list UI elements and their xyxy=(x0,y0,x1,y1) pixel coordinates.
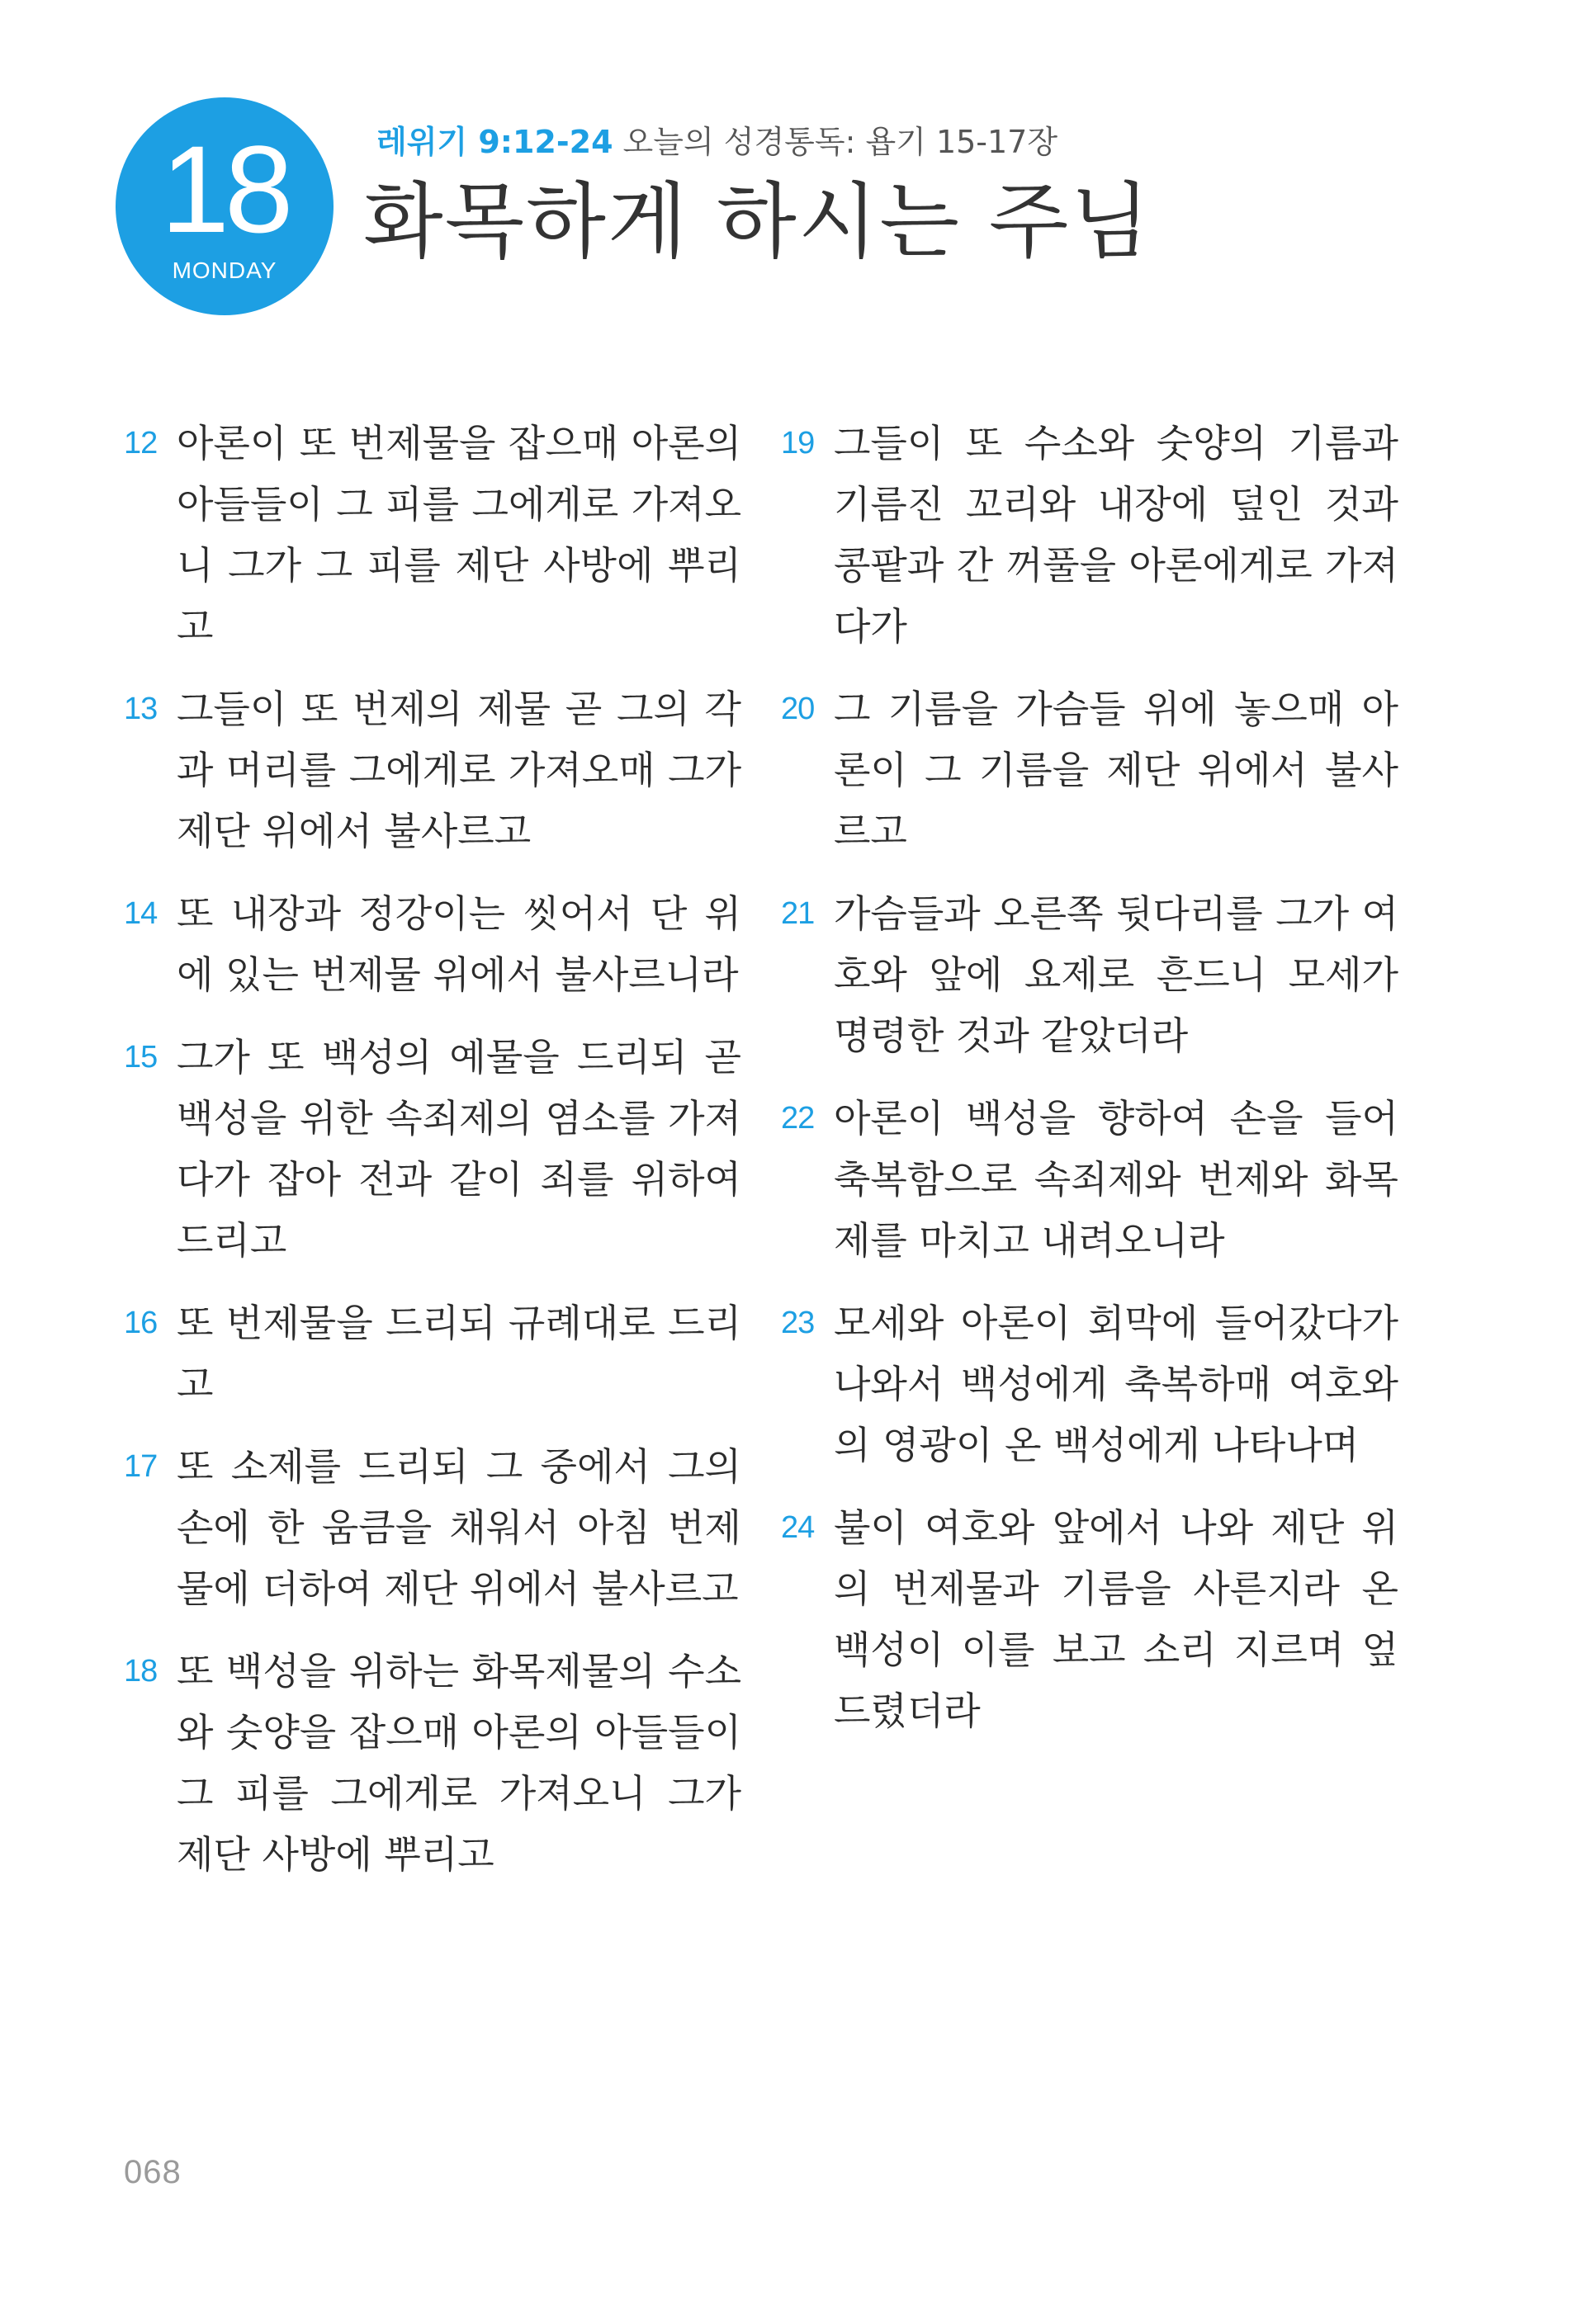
verse-number: 17 xyxy=(124,1449,158,1484)
scripture-line xyxy=(376,122,1057,162)
verse-number: 12 xyxy=(124,426,158,461)
verse xyxy=(124,883,741,1005)
reading-plan: 오늘의 성경통독: 욥기 15-17장 xyxy=(622,124,1058,160)
verse-text: 모세와 아론이 회막에 들어갔다가 나와서 백성에게 축복하매 여호와의 영광이 온 백성에게 나타나며 xyxy=(834,1301,1398,1467)
verse-text: 또 소제를 드리되 그 중에서 그의 손에 한 움큼을 채워서 아침 번제물에 더하여 제단 위에서 불사르고 xyxy=(177,1444,741,1611)
verse-column-left xyxy=(124,413,741,1906)
verse xyxy=(781,678,1398,862)
verse xyxy=(124,1027,741,1271)
verse xyxy=(781,1292,1398,1476)
verse-number: 21 xyxy=(781,896,815,931)
verse-number: 20 xyxy=(781,692,815,726)
verse-number: 23 xyxy=(781,1306,815,1340)
verse-text: 그가 또 백성의 예물을 드리되 곧 백성을 위한 속죄제의 염소를 가져다가 잡아 전과 같이 죄를 위하여 드리고 xyxy=(177,1035,741,1263)
verse-number: 22 xyxy=(781,1101,815,1136)
scripture-reference: 레위기 9:12-24 xyxy=(376,124,613,160)
verse xyxy=(124,1641,741,1885)
verse-number: 18 xyxy=(124,1654,158,1689)
verse-text: 가슴들과 오른쪽 뒷다리를 그가 여호와 앞에 요제로 흔드니 모세가 명령한 것과 같았더라 xyxy=(834,891,1398,1058)
verse xyxy=(124,1436,741,1619)
page-number: 068 xyxy=(124,2154,182,2190)
verse-text: 또 내장과 정강이는 씻어서 단 위에 있는 번제물 위에서 불사르니라 xyxy=(177,891,741,997)
verse-number: 24 xyxy=(781,1510,815,1545)
verse-text: 그들이 또 수소와 숫양의 기름과 기름진 꼬리와 내장에 덮인 것과 콩팥과 간 꺼풀을 아론에게로 가져다가 xyxy=(834,421,1398,649)
verse-number: 19 xyxy=(781,426,815,461)
verse-text: 또 번제물을 드리되 규례대로 드리고 xyxy=(177,1301,741,1406)
verse xyxy=(781,883,1398,1066)
day-badge xyxy=(116,97,334,315)
verse xyxy=(124,678,741,862)
verse-text: 아론이 백성을 향하여 손을 들어 축복함으로 속죄제와 번제와 화목제를 마치고 내려오니라 xyxy=(834,1096,1398,1263)
verse-number: 13 xyxy=(124,692,158,726)
verse-text: 그들이 또 번제의 제물 곧 그의 각과 머리를 그에게로 가져오매 그가 제단 위에서 불사르고 xyxy=(177,687,741,853)
verse-number: 15 xyxy=(124,1040,158,1075)
verse xyxy=(781,1088,1398,1271)
verse-number: 14 xyxy=(124,896,158,931)
verse xyxy=(124,1292,741,1415)
day-weekday: MONDAY xyxy=(172,257,277,283)
verse-column-right xyxy=(781,413,1398,1763)
verse-text: 아론이 또 번제물을 잡으매 아론의 아들들이 그 피를 그에게로 가져오니 그가 그 피를 제단 사방에 뿌리고 xyxy=(177,421,741,649)
verse-text: 불이 여호와 앞에서 나와 제단 위의 번제물과 기름을 사른지라 온 백성이 이를 보고 소리 지르며 엎드렸더라 xyxy=(834,1505,1398,1733)
page-title: 화목하게 하시는 주님 xyxy=(363,173,1152,270)
verse xyxy=(124,413,741,657)
day-number: 18 xyxy=(160,120,289,258)
verse xyxy=(781,1497,1398,1741)
verse-number: 16 xyxy=(124,1306,158,1340)
verse-text: 또 백성을 위하는 화목제물의 수소와 숫양을 잡으매 아론의 아들들이 그 피를 그에게로 가져오니 그가 제단 사방에 뿌리고 xyxy=(177,1649,741,1877)
verse xyxy=(781,413,1398,657)
verse-text: 그 기름을 가슴들 위에 놓으매 아론이 그 기름을 제단 위에서 불사르고 xyxy=(834,687,1398,853)
